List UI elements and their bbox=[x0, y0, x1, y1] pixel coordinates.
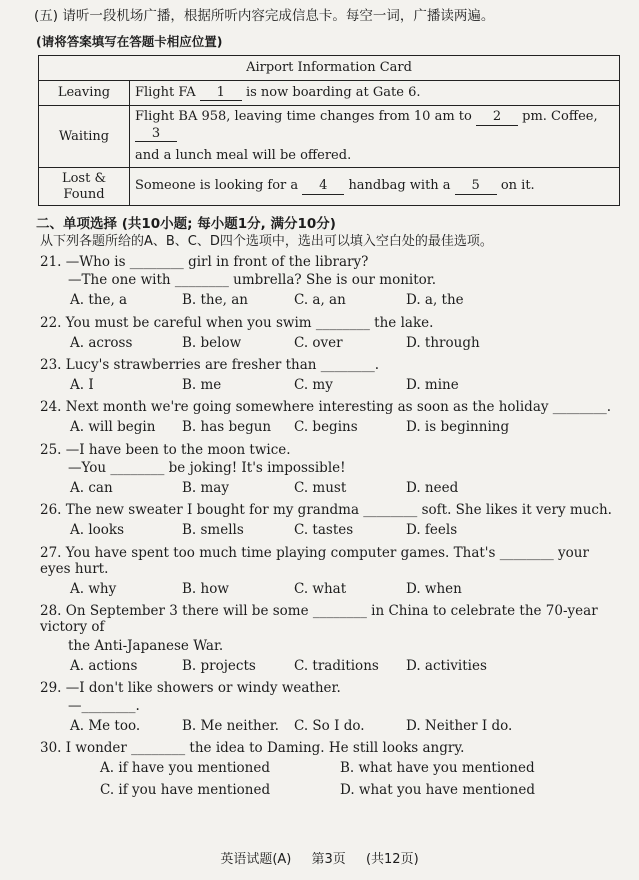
card-title: Airport Information Card bbox=[39, 56, 620, 81]
question-22: 22. You must be careful when you swim ________ the lake. A. across B. below C. over D. through bbox=[40, 314, 480, 351]
blank-1: 1 bbox=[200, 85, 242, 102]
footer-title: 英语试题(A) bbox=[220, 852, 292, 868]
question-21: 21. —Who is ________ girl in front of the library? —The one with ________ umbrella? She is our monitor. A. the, a B. the, an C. a, an D. a, the bbox=[40, 253, 464, 309]
blank-4: 4 bbox=[302, 178, 344, 195]
page-footer bbox=[0, 852, 639, 868]
question-24: 24. Next month we're going somewhere interesting as soon as the holiday ________. A. will begin B. has begun C. begins D. is beginning bbox=[40, 399, 612, 436]
waiting-label: Waiting bbox=[39, 106, 130, 168]
question-25: 25. —I have been to the moon twice. —You ________ be joking! It's impossible! A. can B. may C. must D. need bbox=[40, 441, 459, 496]
blank-2: 2 bbox=[476, 109, 518, 126]
lost-found-label: Lost & Found bbox=[39, 167, 130, 205]
question-26: 26. The new sweater I bought for my grandma ________ soft. She likes it very much. A. looks B. smells C. tastes D. feels bbox=[40, 502, 612, 539]
section-heading: 二、单项选择 (共10小题; 每小题1分, 满分10分) bbox=[36, 216, 336, 233]
section-instructions: 从下列各题所给的A、B、C、D四个选项中，选出可以填入空白处的最佳选项。 bbox=[40, 234, 493, 250]
blank-5: 5 bbox=[455, 178, 497, 195]
leaving-label: Leaving bbox=[39, 81, 130, 106]
airport-information-card bbox=[38, 55, 620, 206]
question-29: 29. —I don't like showers or windy weather. —________. A. Me too. B. Me neither. C. So I do. D. Neither I do. bbox=[40, 679, 513, 735]
question-23: 23. Lucy's strawberries are fresher than ________. A. I B. me C. my D. mine bbox=[40, 356, 459, 394]
question-30: 30. I wonder ________ the idea to Daming. He still looks angry. A. if have you mentioned B. what have you mentioned C. if you have mentioned D. what you have mentioned bbox=[40, 740, 536, 798]
blank-3: 3 bbox=[135, 126, 177, 143]
waiting-row: Flight BA 958, leaving time changes from 10 am to 2 pm. Coffee, 3 and a lunch meal will be offered. bbox=[130, 106, 620, 168]
lost-found-row: Someone is looking for a 4 handbag with a 5 on it. bbox=[130, 167, 620, 205]
question-28: 28. On September 3 there will be some ________ in China to celebrate the 70-year victory of the Anti-Japanese War. A. actions B. projects C. traditions D. activities bbox=[40, 603, 598, 674]
question-list bbox=[40, 254, 617, 798]
footer-page: 第3页 bbox=[311, 852, 346, 868]
footer-total: (共12页) bbox=[365, 852, 419, 868]
question-27: 27. You have spent too much time playing computer games. That's ________ your eyes hurt. A. why B. how C. what D. when bbox=[40, 544, 589, 597]
answer-sheet-note: (请将答案填写在答题卡相应位置) bbox=[36, 34, 223, 50]
listening-heading: (五) 请听一段机场广播，根据所听内容完成信息卡。每空一词，广播读两遍。 bbox=[34, 8, 495, 24]
leaving-row: Flight FA 1 is now boarding at Gate 6. bbox=[130, 81, 620, 106]
